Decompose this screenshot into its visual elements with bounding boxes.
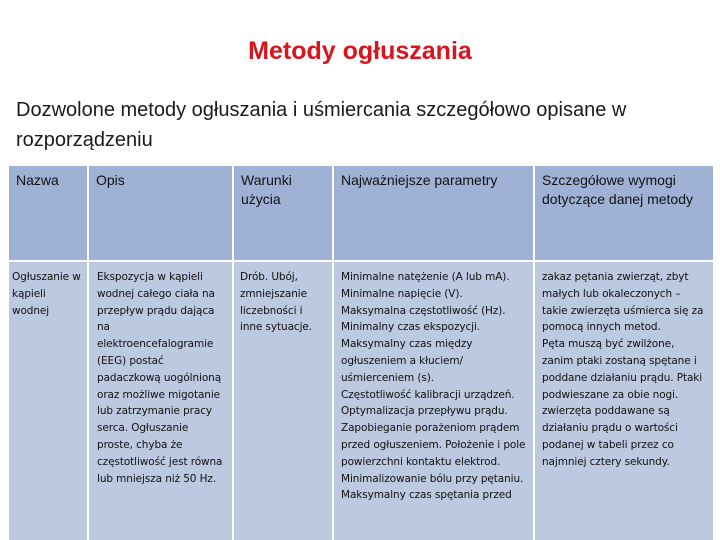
slide-title: Metody ogłuszania xyxy=(248,37,472,65)
table-row xyxy=(8,261,714,540)
slide-subtitle: Dozwolone metody ogłuszania i uśmiercania szczegółowo opisane w rozporządzeniu xyxy=(16,99,627,151)
cell-parameters: Minimalne natężenie (A lub mA). Minimalne napięcie (V). Maksymalna częstotliwość (Hz). Minimalny czas ekspozycji. Maksymalny czas między ogłuszeniem a kłuciem/ uśmierceniem (s). Częstotliwość kalibracji urządzeń. Optymalizacja przepływu prądu. Zapobieganie porażeniom prądem przed ogłuszeniem. Położenie i pole powierzchni kontaktu elektrod. Minimalizowanie bólu przy pętaniu. Maksymalny czas spętania przed xyxy=(333,261,534,540)
header-requirements: Szczegółowe wymogi dotyczące danej metody xyxy=(534,165,714,261)
header-name: Nazwa xyxy=(8,165,88,261)
cell-conditions: Drób. Ubój, zmniejszanie liczebności i inne sytuacje. xyxy=(233,261,333,540)
cell-name: Ogłuszanie w kąpieli wodnej xyxy=(8,261,88,540)
header-conditions: Warunki użycia xyxy=(233,165,333,261)
table-header-row xyxy=(8,165,714,261)
cell-description: Ekspozycja w kąpieli wodnej całego ciała na przepływ prądu dająca na elektroencefalogramie (EEG) postać padaczkową uogólnioną oraz możliwe migotanie lub zatrzymanie pracy serca. Ogłuszanie proste, chyba że częstotliwość jest równa lub mniejsza niż 50 Hz. xyxy=(88,261,233,540)
stunning-methods-table xyxy=(7,164,715,540)
header-description: Opis xyxy=(88,165,233,261)
header-parameters: Najważniejsze parametry xyxy=(333,165,534,261)
cell-requirements: zakaz pętania zwierząt, zbyt małych lub okaleczonych – takie zwierzęta uśmierca się za pomocą innych metod. Pęta muszą być zwilżone, zanim ptaki zostaną spętane i poddane działaniu prądu. Ptaki podwieszane za obie nogi. zwierzęta poddawane są działaniu prądu o wartości podanej w tabeli przez co najmniej cztery sekundy. xyxy=(534,261,714,540)
